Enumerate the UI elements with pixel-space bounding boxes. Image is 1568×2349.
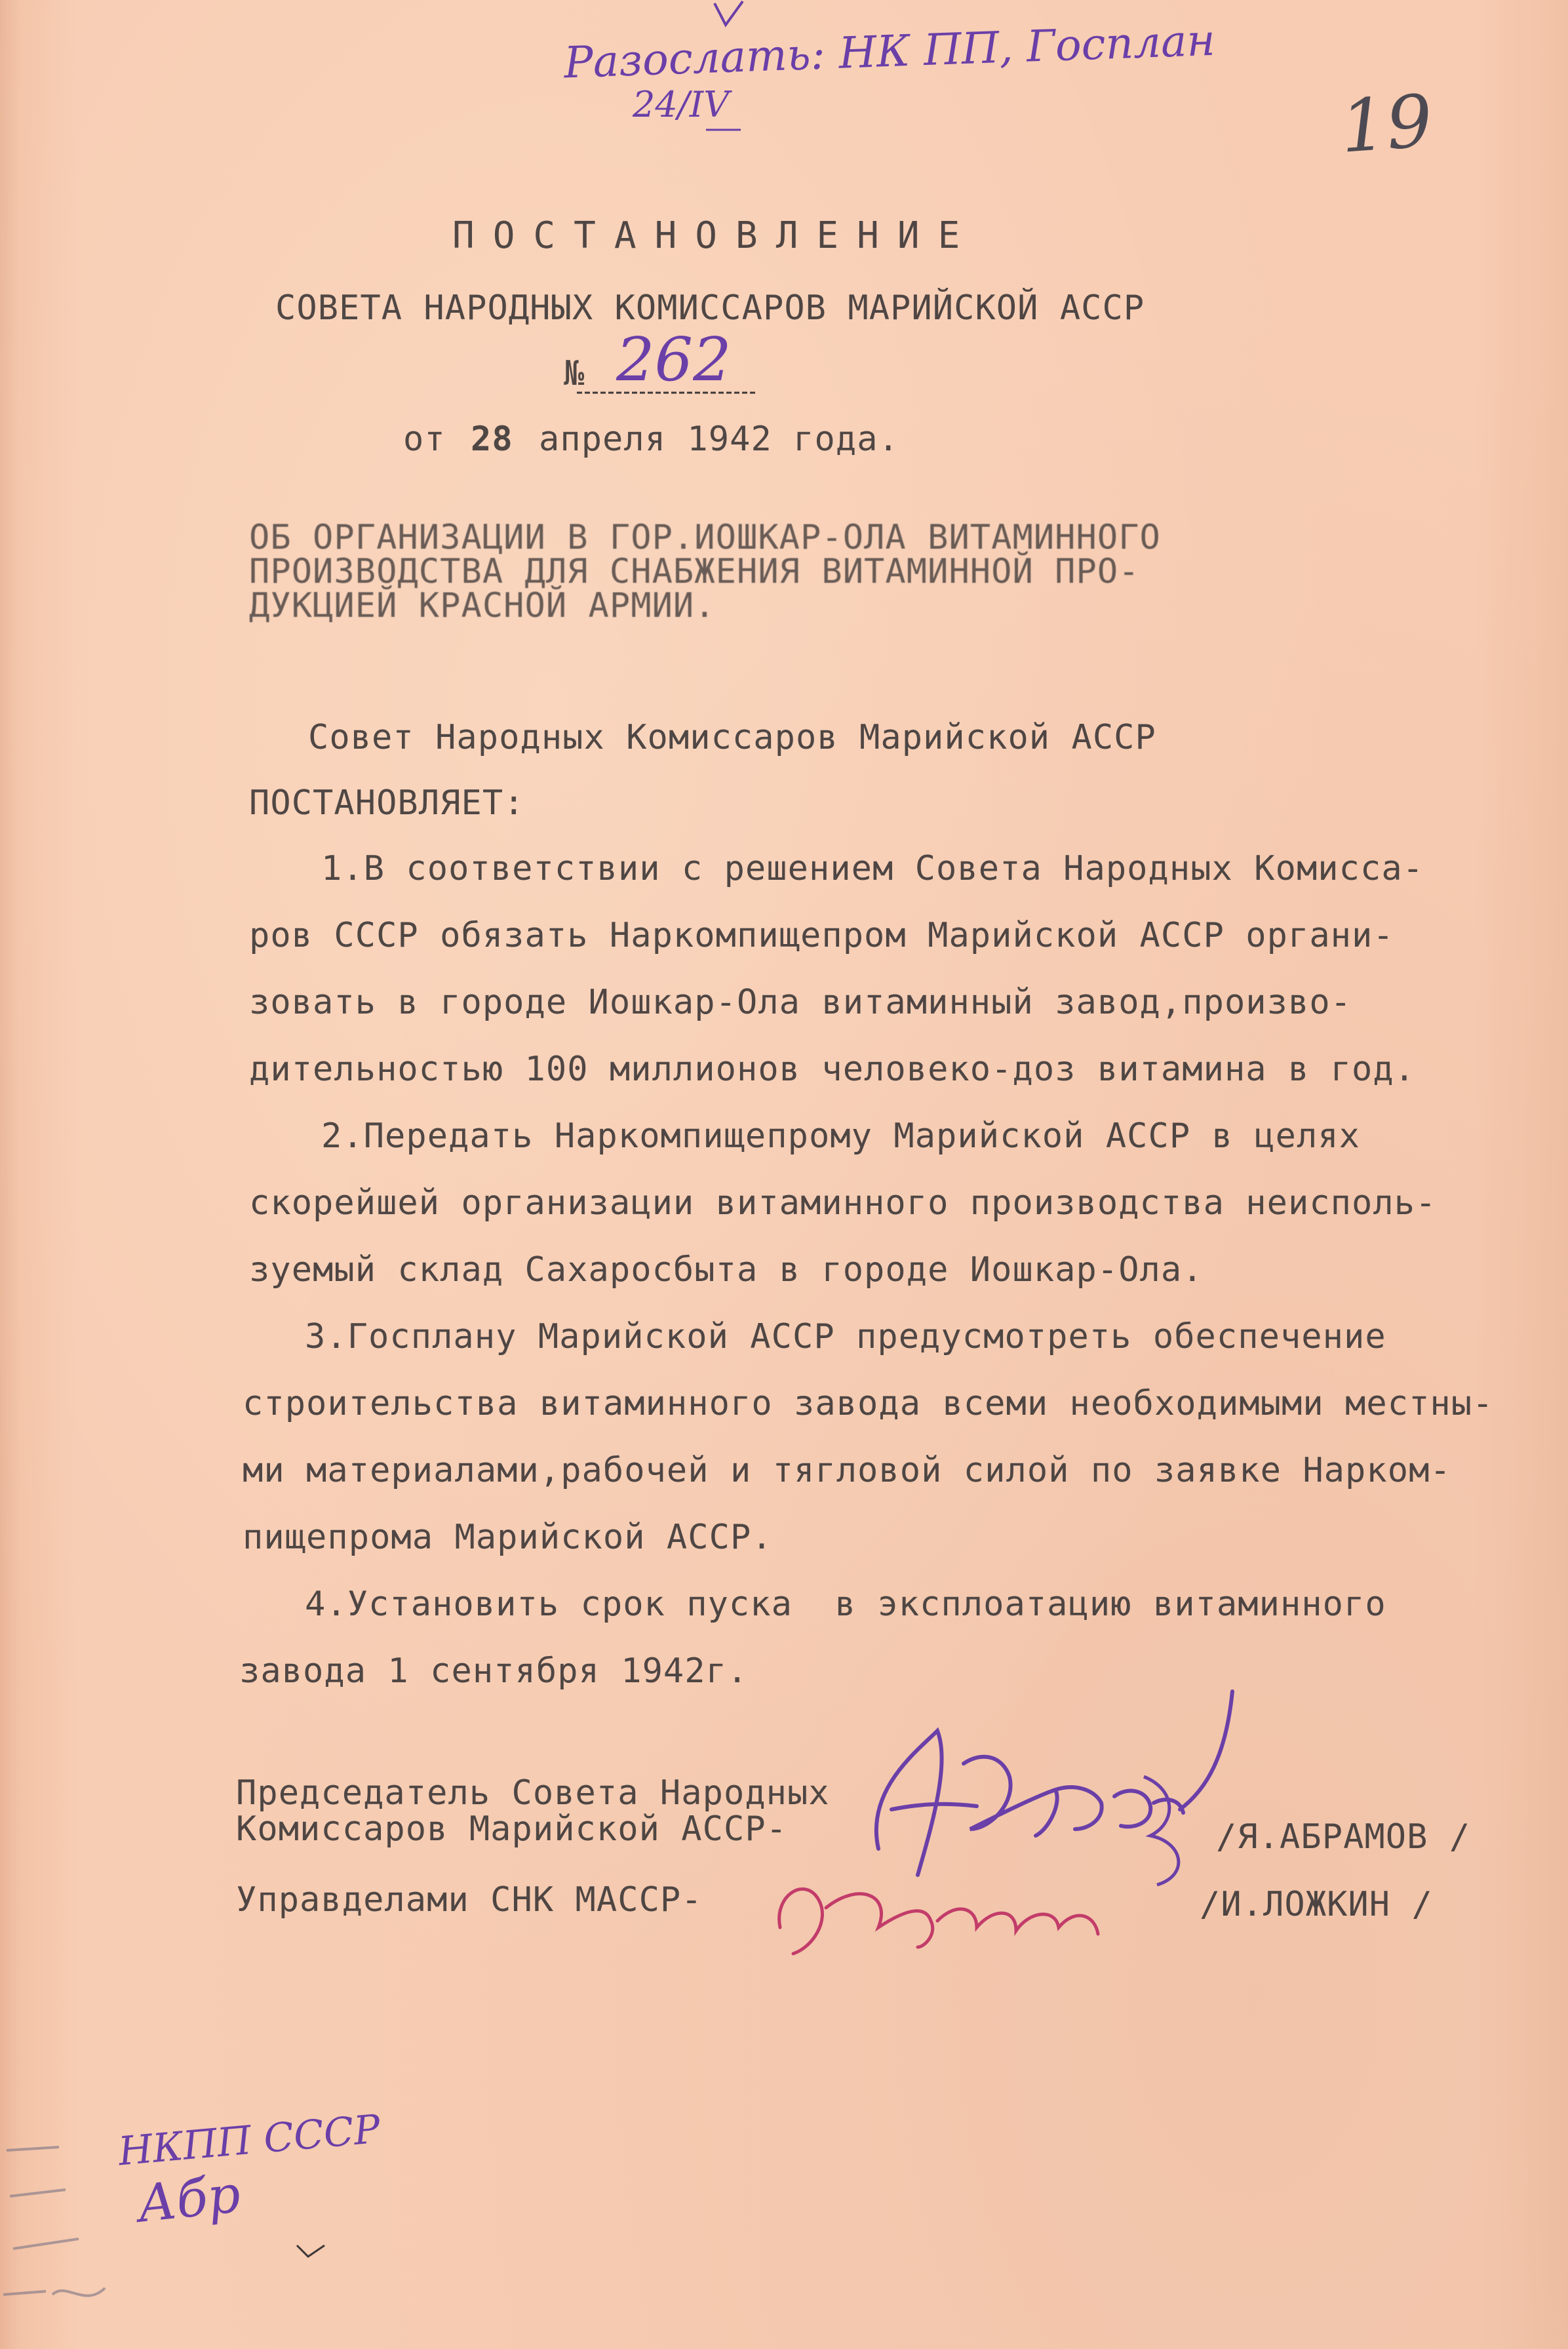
manager-signature [767,1855,1108,1960]
item-line: зовать в городе Иошкар-Ола витаминный завод,произво- [249,983,1352,1022]
bottom-initials: Абр [134,2165,243,2234]
subject-block [249,518,1161,625]
manager-name: /И.ЛОЖКИН / [1200,1885,1433,1924]
item-line: 3.Госплану Марийской АССР предусмотреть обеспечение [305,1317,1386,1356]
item-line: дительностью 100 миллионов человеко-доз витамина в год. [249,1050,1416,1089]
subject-line: ПРОИЗВОДСТВА ДЛЯ СНАБЖЕНИЯ ВИТАМИННОЙ ПРО- [249,552,1140,591]
item-line: строительства витаминного завода всеми необходимыми местны- [243,1384,1494,1423]
page-number: 19 [1337,79,1436,169]
margin-scribbles [0,2124,144,2334]
item-line: ров СССР обязать Наркомпищепром Марийской АССР органи- [249,916,1394,955]
bottom-checkmark [295,2242,328,2262]
date-rest: апреля 1942 года. [539,420,899,459]
chair-signature-mark [1124,1764,1203,1895]
subject-line: ДУКЦИЕЙ КРАСНОЙ АРМИИ. [249,586,716,625]
chair-title-line1: Председатель Совета Народных [236,1773,830,1813]
chair-title-line2: Комиссаров Марийской АССР- [236,1809,788,1849]
document-title: ПОСТАНОВЛЕНИЕ [452,214,979,257]
item-line: 2.Передать Наркомпищепрому Марийской АССР в целях [321,1116,1360,1156]
number-underline [577,391,760,396]
date-underline [705,128,744,134]
distribution-note: Разослать: НК ПП, Госплан [562,14,1217,89]
date-day: 28 [471,420,513,459]
date-prefix: от [403,420,446,459]
preamble: Совет Народных Комиссаров Марийской АССР [308,718,1156,757]
item-line: пищепрома Марийской АССР. [243,1518,773,1557]
item-line: ми материалами,рабочей и тягловой силой по заявке Нарком- [243,1451,1451,1490]
document-number: 262 [616,325,732,395]
chair-name: /Я.АБРАМОВ / [1216,1817,1471,1857]
subject-line: ОБ ОРГАНИЗАЦИИ В ГОР.ИОШКАР-ОЛА ВИТАМИННОГО [249,518,1161,557]
item-line: 4.Установить срок пуска в эксплоатацию витаминного [305,1585,1386,1624]
item-line: зуемый склад Сахаросбыта в городе Иошкар-Ола. [249,1250,1204,1290]
issuer-line: СОВЕТА НАРОДНЫХ КОМИССАРОВ МАРИЙСКОЙ АССР [275,288,1145,328]
distribution-date: 24/IV [633,84,730,125]
bottom-note: НКПП СССР [116,2106,382,2175]
item-line: 1.В соответствии с решением Совета Народных Комисса- [321,849,1424,888]
manager-title: Управделами СНК МАССР- [236,1880,703,1920]
item-line: скорейшей организации витаминного производства неисполь- [249,1183,1437,1223]
number-prefix: № [564,354,585,393]
resolves-heading: ПОСТАНОВЛЯЕТ: [249,783,525,823]
item-line: завода 1 сентября 1942г. [239,1651,749,1691]
checkmark-mark [711,0,751,33]
